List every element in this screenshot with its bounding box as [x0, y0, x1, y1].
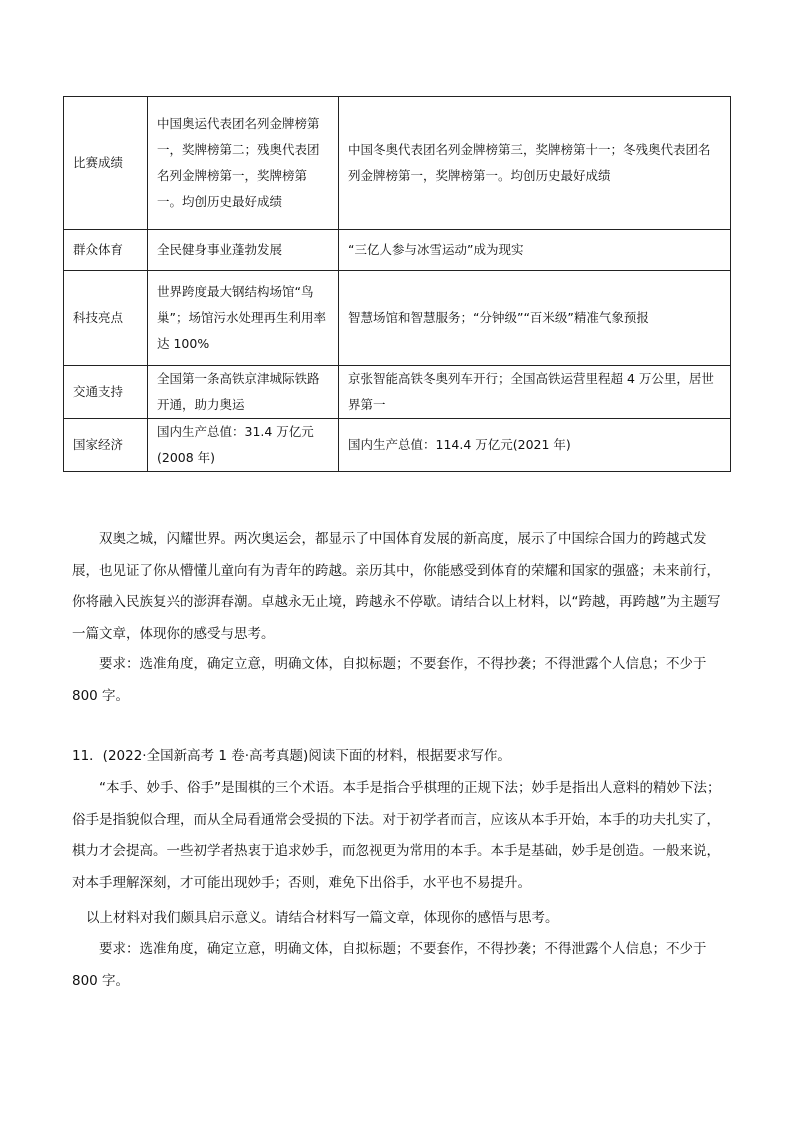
summer-olympics-cell: 全民健身事业蓬勃发展	[148, 230, 339, 271]
summer-olympics-cell: 世界跨度最大钢结构场馆“鸟巢”；场馆污水处理再生利用率达 100%	[148, 271, 339, 366]
question-11-title: 11．(2022·全国新高考 1 卷·高考真题)阅读下面的材料，根据要求写作。	[72, 748, 511, 764]
winter-olympics-cell: 国内生产总值：114.4 万亿元(2021 年)	[339, 419, 731, 472]
table-row	[64, 230, 731, 271]
winter-olympics-cell: 中国冬奥代表团名列金牌榜第三，奖牌榜第十一；冬残奥代表团名列金牌榜第一，奖牌榜第一。均创历史最好成绩	[339, 97, 731, 230]
summer-olympics-cell: 国内生产总值：31.4 万亿元(2008 年)	[148, 419, 339, 472]
summer-olympics-cell: 全国第一条高铁京津城际铁路开通，助力奥运	[148, 366, 339, 419]
olympics-comparison-table	[63, 96, 731, 472]
question-11-requirement: 要求：选准角度，确定立意，明确文体，自拟标题；不要套作，不得抄袭；不得泄露个人信息；不少于 800 字。	[72, 941, 707, 989]
question-11-material: “本手、妙手、俗手”是围棋的三个术语。本手是指合乎棋理的正规下法；妙手是指出人意料的精妙下法；俗手是指貌似合理，而从全局看通常会受损的下法。对于初学者而言，应该从本手开始，本手的功夫扎实了，棋力才会提高。一些初学者热衷于追求妙手，而忽视更为常用的本手。本手是基础，妙手是创造。一般来说，对本手理解深刻，才可能出现妙手；否则，难免下出俗手，水平也不易提升。	[72, 780, 721, 891]
winter-olympics-cell: 京张智能高铁冬奥列车开行；全国高铁运营里程超 4 万公里，居世界第一	[339, 366, 731, 419]
question-11-prompt: 以上材料对我们颇具启示意义。请结合材料写一篇文章，体现你的感悟与思考。	[86, 910, 559, 926]
table-row	[64, 366, 731, 419]
passage-requirement: 要求：选准角度，确定立意，明确文体，自拟标题；不要套作，不得抄袭；不得泄露个人信息；不少于 800 字。	[72, 656, 707, 704]
row-label: 群众体育	[64, 230, 148, 271]
row-label: 交通支持	[64, 366, 148, 419]
table-row	[64, 271, 731, 366]
summer-olympics-cell: 中国奥运代表团名列金牌榜第一，奖牌榜第二；残奥代表团名列金牌榜第一，奖牌榜第一。均创历史最好成绩	[148, 97, 339, 230]
row-label: 国家经济	[64, 419, 148, 472]
winter-olympics-cell: “三亿人参与冰雪运动”成为现实	[339, 230, 731, 271]
table-row	[64, 419, 731, 472]
row-label: 比赛成绩	[64, 97, 148, 230]
table-row	[64, 97, 731, 230]
passage-intro: 双奥之城，闪耀世界。两次奥运会，都显示了中国体育发展的新高度，展示了中国综合国力的跨越式发展，也见证了你从懵懂儿童向有为青年的跨越。亲历其中，你能感受到体育的荣耀和国家的强盛；未来前行，你将融入民族复兴的澎湃春潮。卓越永无止境，跨越永不停歇。请结合以上材料，以“跨越，再跨越”为主题写一篇文章，体现你的感受与思考。	[72, 531, 721, 642]
row-label: 科技亮点	[64, 271, 148, 366]
winter-olympics-cell: 智慧场馆和智慧服务；“分钟级”“百米级”精准气象预报	[339, 271, 731, 366]
